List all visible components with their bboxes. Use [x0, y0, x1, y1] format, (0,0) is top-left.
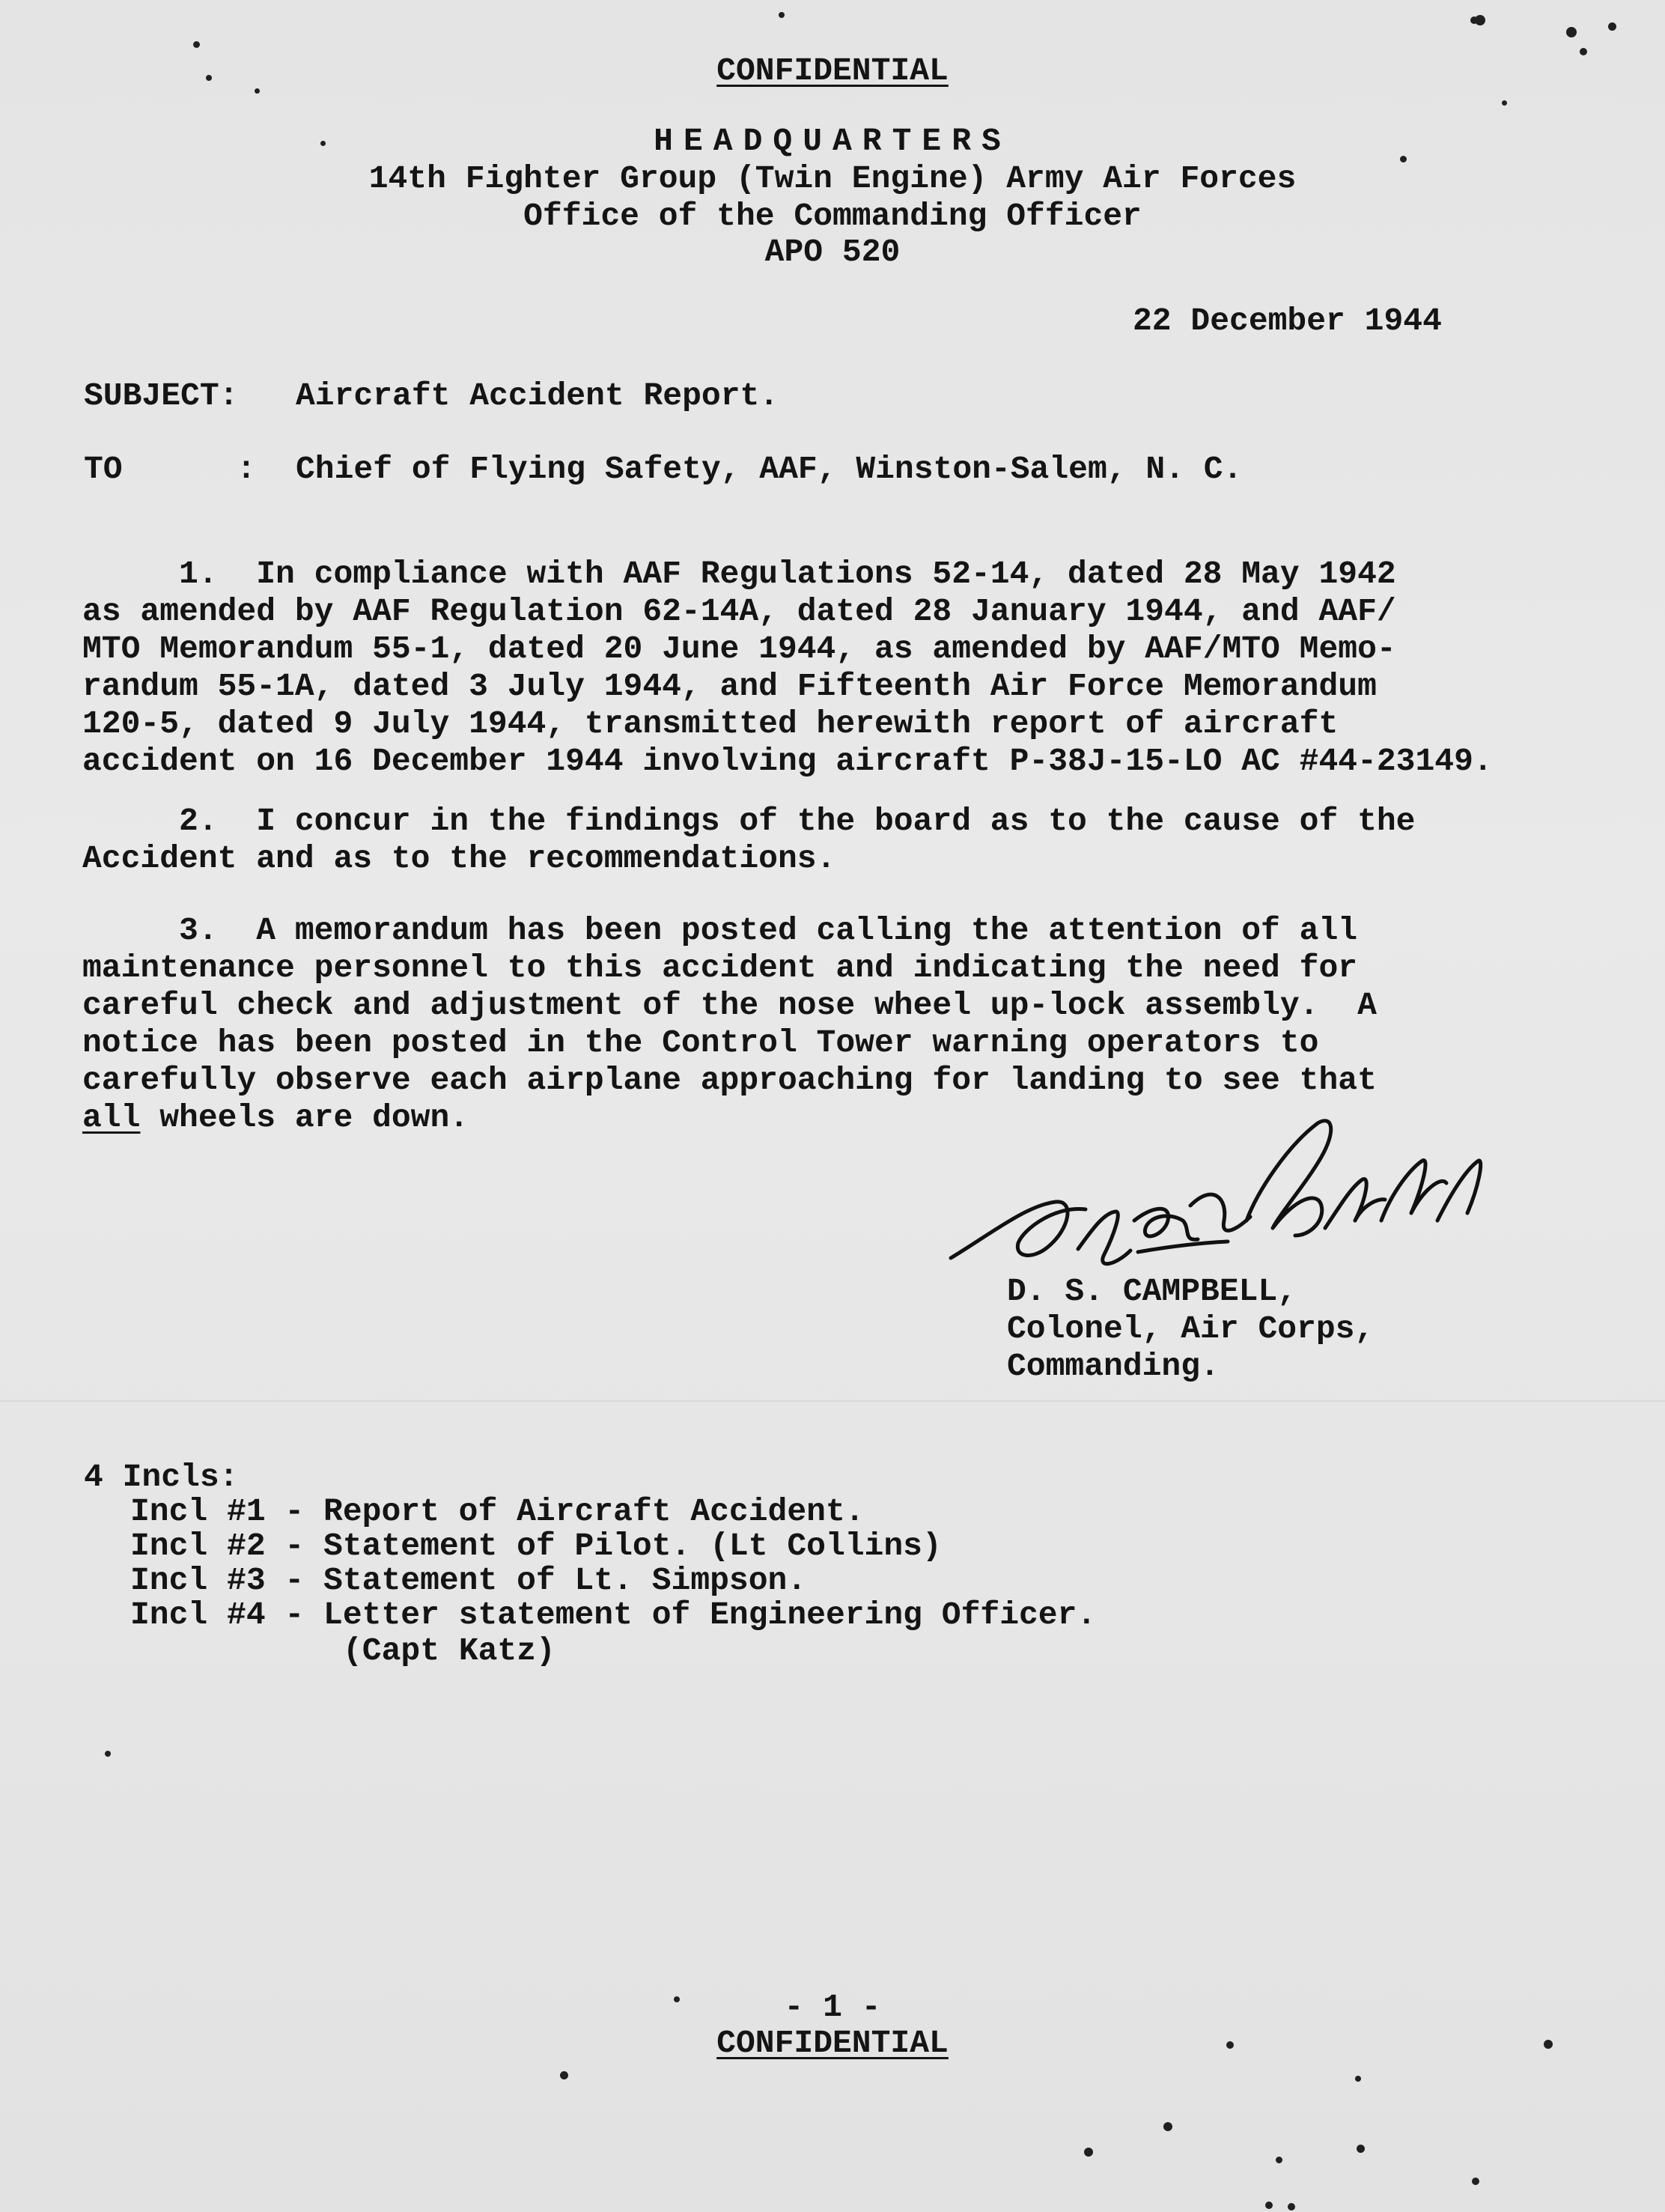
scan-speck: [1608, 22, 1616, 31]
scan-speck: [1265, 2202, 1273, 2209]
paragraph-2: [82, 803, 1640, 878]
enclosure-item: Incl #2 - Statement of Pilot. (Lt Collins): [130, 1528, 942, 1564]
signature-name: D. S. CAMPBELL,: [1007, 1273, 1297, 1310]
classification-top: CONFIDENTIAL: [716, 52, 949, 89]
scan-speck: [779, 12, 785, 18]
scan-speck: [560, 2071, 568, 2079]
scan-speck: [255, 88, 260, 94]
paragraph-line: careful check and adjustment of the nose wheel up-lock assembly. A: [82, 987, 1377, 1024]
scan-speck: [206, 75, 212, 81]
letterhead-unit: 14th Fighter Group (Twin Engine) Army Air Forces: [368, 160, 1297, 197]
scan-speck: [674, 1996, 680, 2002]
emphasis-all: all: [82, 1099, 141, 1136]
scan-speck: [1566, 27, 1577, 37]
paper-fold-line: [0, 1400, 1665, 1402]
classification-bottom: CONFIDENTIAL: [716, 2025, 949, 2061]
paragraph-line: 3. A memorandum has been posted calling the attention of all: [82, 912, 1358, 949]
paragraph-line: notice has been posted in the Control Tower warning operators to: [82, 1024, 1319, 1061]
paragraph-line: 2. I concur in the findings of the board as to the cause of the: [82, 803, 1416, 839]
scan-speck: [1357, 2145, 1365, 2153]
enclosure-item: Incl #3 - Statement of Lt. Simpson.: [130, 1562, 807, 1599]
paragraph-line: 120-5, dated 9 July 1944, transmitted herewith report of aircraft: [82, 705, 1339, 742]
paragraph-line: 1. In compliance with AAF Regulations 52-14, dated 28 May 1942: [82, 556, 1396, 592]
paragraph-line: accident on 16 December 1944 involving aircraft P-38J-15-LO AC #44-23149.: [82, 743, 1493, 780]
paragraph-line: as amended by AAF Regulation 62-14A, dated 28 January 1944, and AAF/: [82, 593, 1396, 630]
paragraph-line: carefully observe each airplane approaching for landing to see that: [82, 1062, 1377, 1099]
scan-speck: [1502, 100, 1507, 106]
scan-speck: [1544, 2040, 1553, 2049]
paragraph-1: [82, 556, 1640, 780]
scan-speck: [1288, 2203, 1295, 2211]
to-label: TO: [84, 451, 123, 487]
subject-label: SUBJECT:: [84, 377, 239, 414]
paragraph-3: [82, 912, 1640, 1137]
scan-speck: [1084, 2148, 1093, 2157]
letterhead-apo: APO 520: [764, 234, 901, 270]
page-number: - 1 -: [784, 1989, 881, 2026]
scan-speck: [105, 1751, 111, 1757]
to-colon: :: [237, 451, 256, 487]
enclosure-continuation: (Capt Katz): [343, 1632, 555, 1669]
signature-title: Commanding.: [1007, 1348, 1220, 1385]
paragraph-line: MTO Memorandum 55-1, dated 20 June 1944, as amended by AAF/MTO Memo-: [82, 631, 1396, 667]
paragraph-line: Accident and as to the recommendations.: [82, 840, 836, 877]
scan-speck: [1355, 2076, 1361, 2082]
paragraph-line: maintenance personnel to this accident and indicating the need for: [82, 949, 1358, 986]
scan-speck: [1276, 2157, 1282, 2163]
paragraph-line: randum 55-1A, dated 3 July 1944, and Fifteenth Air Force Memorandum: [82, 668, 1377, 705]
handwritten-signature: [943, 1116, 1490, 1288]
last-line-rest: wheels are down.: [140, 1099, 469, 1136]
enclosures-heading: 4 Incls:: [84, 1459, 239, 1495]
scan-speck: [1163, 2122, 1172, 2131]
scan-speck: [1580, 48, 1587, 55]
letter-date: 22 December 1944: [1133, 303, 1442, 339]
letterhead-office: Office of the Commanding Officer: [523, 198, 1142, 234]
to-value: Chief of Flying Safety, AAF, Winston-Salem, N. C.: [296, 451, 1243, 487]
scan-speck: [320, 141, 326, 146]
scan-speck: [1475, 15, 1485, 25]
letterhead-headquarters: HEADQUARTERS: [654, 123, 1011, 159]
scan-speck: [1472, 2178, 1479, 2185]
enclosure-item: Incl #1 - Report of Aircraft Accident.: [130, 1493, 865, 1530]
scan-speck: [1226, 2041, 1234, 2049]
signature-rank: Colonel, Air Corps,: [1007, 1310, 1375, 1347]
subject-value: Aircraft Accident Report.: [296, 377, 779, 414]
scan-speck: [193, 41, 200, 48]
enclosure-item: Incl #4 - Letter statement of Engineering Officer.: [130, 1596, 1097, 1633]
scan-speck: [1400, 156, 1407, 162]
